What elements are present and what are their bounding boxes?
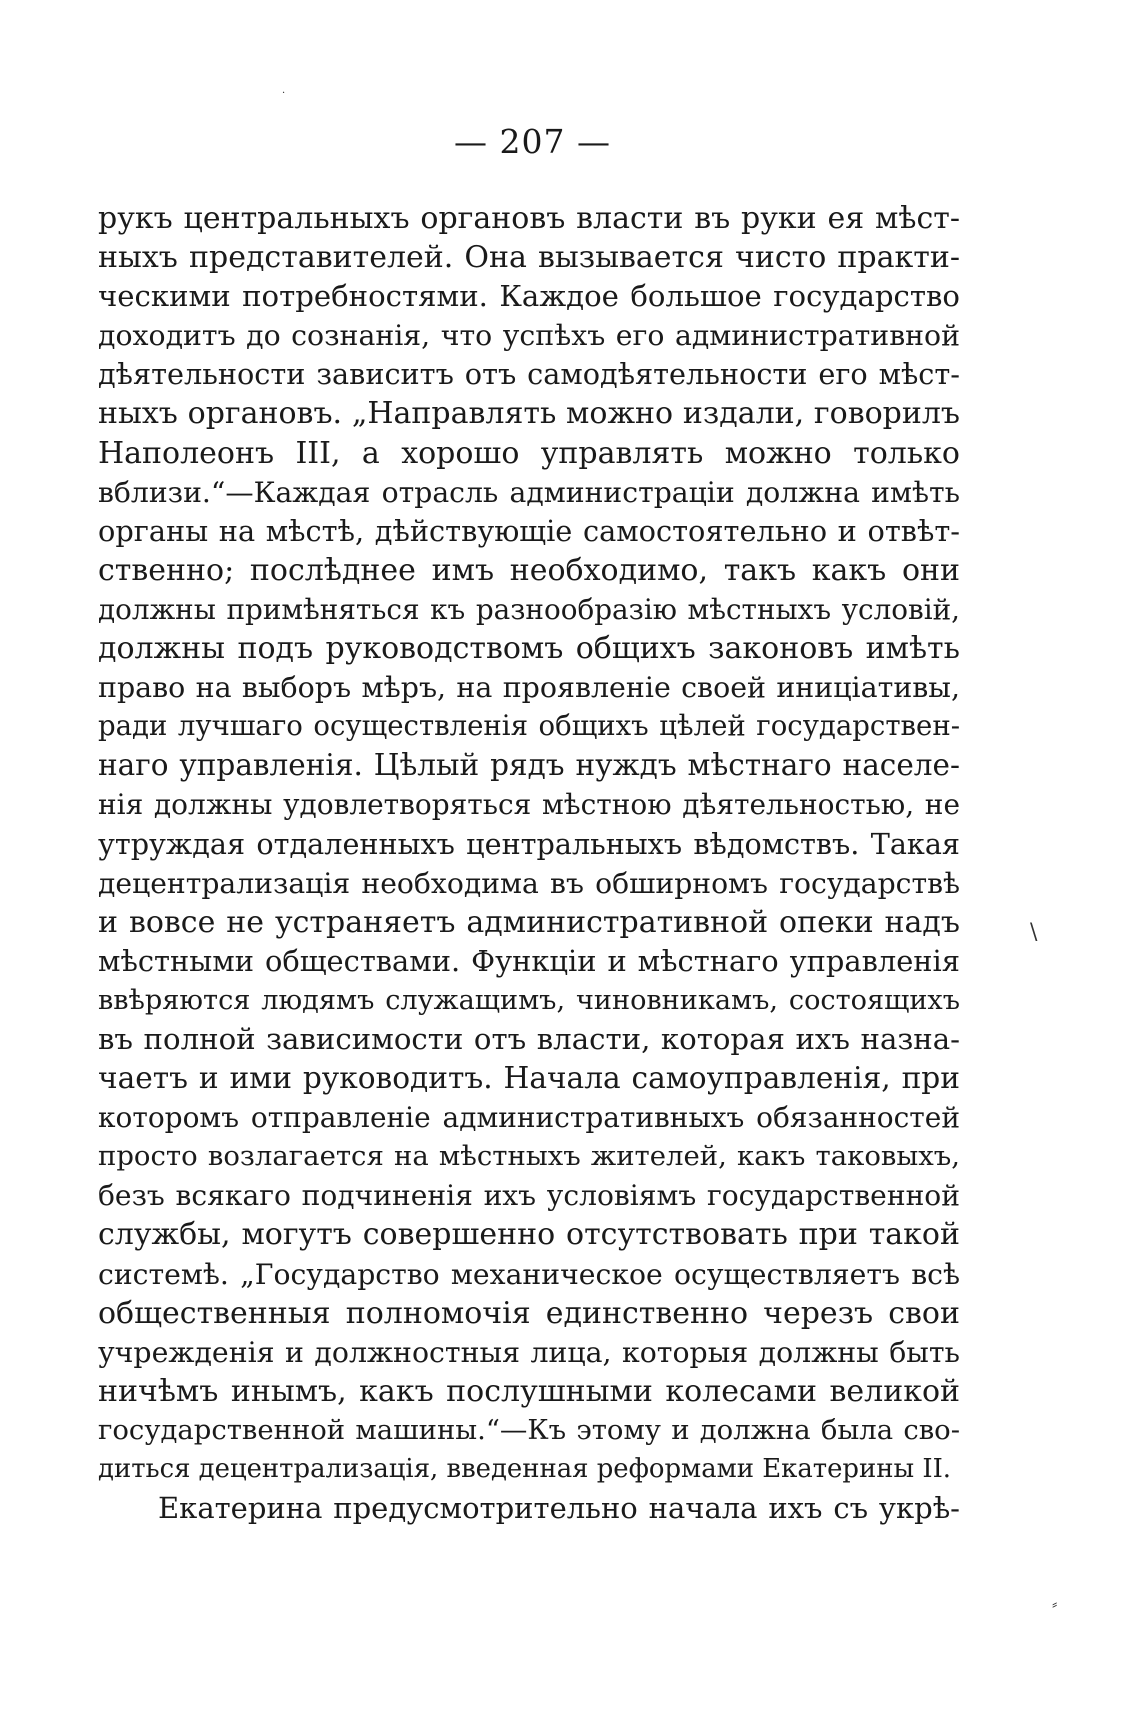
text-line: дѣятельности зависитъ отъ самодѣятельности его мѣст-: [98, 357, 960, 392]
text-line: органы на мѣстѣ, дѣйствующіе самостоятельно и отвѣт-: [98, 513, 960, 548]
text-line: должны примѣняться къ разнообразію мѣстныхъ условій,: [98, 592, 960, 626]
text-line: вблизи.“—Каждая отрасль администраціи должна имѣть: [98, 475, 960, 509]
text-line: чаетъ и ими руководитъ. Начала самоуправленія, при: [98, 1061, 960, 1096]
text-line: безъ всякаго подчиненія ихъ условіямъ государственной: [98, 1179, 960, 1213]
text-line: Наполеонъ III, а хорошо управлять можно только: [98, 435, 960, 471]
text-line: ныхъ органовъ. „Направлять можно издали, говорилъ: [98, 396, 960, 432]
text-line: ныхъ представителей. Она вызывается чисто практи-: [98, 240, 960, 276]
text-line: ческими потребностями. Каждое большое государство: [98, 279, 960, 314]
text-line: утруждая отдаленныхъ центральныхъ вѣдомствъ. Такая: [98, 826, 960, 861]
text-line: ради лучшаго осуществленія общихъ цѣлей государствен-: [98, 710, 960, 743]
text-line: общественныя полномочія единственно черезъ свои: [98, 1295, 960, 1331]
scan-speck: ⸗: [1052, 1594, 1058, 1613]
text-line: службы, могутъ совершенно отсутствовать при такой: [98, 1217, 960, 1253]
text-line: учрежденія и должностныя лица, которыя должны быть: [98, 1335, 960, 1369]
scan-speck: ·: [282, 88, 286, 99]
text-line: нія должны удовлетворяться мѣстною дѣятельностью, не: [98, 788, 960, 822]
text-line: которомъ отправленіе административныхъ обязанностей: [98, 1101, 960, 1135]
paragraph-start-line: Екатерина предусмотрительно начала ихъ съ укрѣ-: [158, 1491, 960, 1526]
text-line: ввѣряются людямъ служащимъ, чиновникамъ, состоящихъ: [98, 984, 960, 1016]
text-line: государственной машины.“—Къ этому и должна была сво-: [98, 1413, 960, 1446]
text-line: децентрализація необходима въ обширномъ государствѣ: [98, 866, 960, 900]
body-text: [98, 199, 960, 1528]
text-line: ничѣмъ инымъ, какъ послушными колесами великой: [98, 1373, 960, 1409]
paragraph-end-line: диться децентрализація, введенная реформами Екатерины II.: [98, 1454, 952, 1484]
scan-speck: \: [1030, 920, 1038, 945]
text-line: системѣ. „Государство механическое осуществляетъ всѣ: [98, 1257, 960, 1291]
text-line: мѣстными обществами. Функціи и мѣстнаго управленія: [98, 943, 960, 978]
text-line: доходитъ до сознанія, что успѣхъ его административной: [98, 319, 960, 353]
page-number: — 207 —: [454, 122, 611, 161]
text-line: рукъ центральныхъ органовъ власти въ руки ея мѣст-: [98, 201, 960, 236]
text-line: должны подъ руководствомъ общихъ законовъ имѣть: [98, 631, 960, 667]
text-line: наго управленія. Цѣлый рядъ нуждъ мѣстнаго населе-: [98, 748, 960, 783]
text-line: ственно; послѣднее имъ необходимо, такъ какъ они: [98, 552, 960, 588]
text-line: въ полной зависимости отъ власти, которая ихъ назна-: [98, 1021, 960, 1056]
text-line: просто возлагается на мѣстныхъ жителей, какъ таковыхъ,: [98, 1140, 960, 1173]
text-line: право на выборъ мѣръ, на проявленіе своей иниціативы,: [98, 671, 960, 705]
text-line: и вовсе не устраняетъ административной опеки надъ: [98, 904, 960, 940]
